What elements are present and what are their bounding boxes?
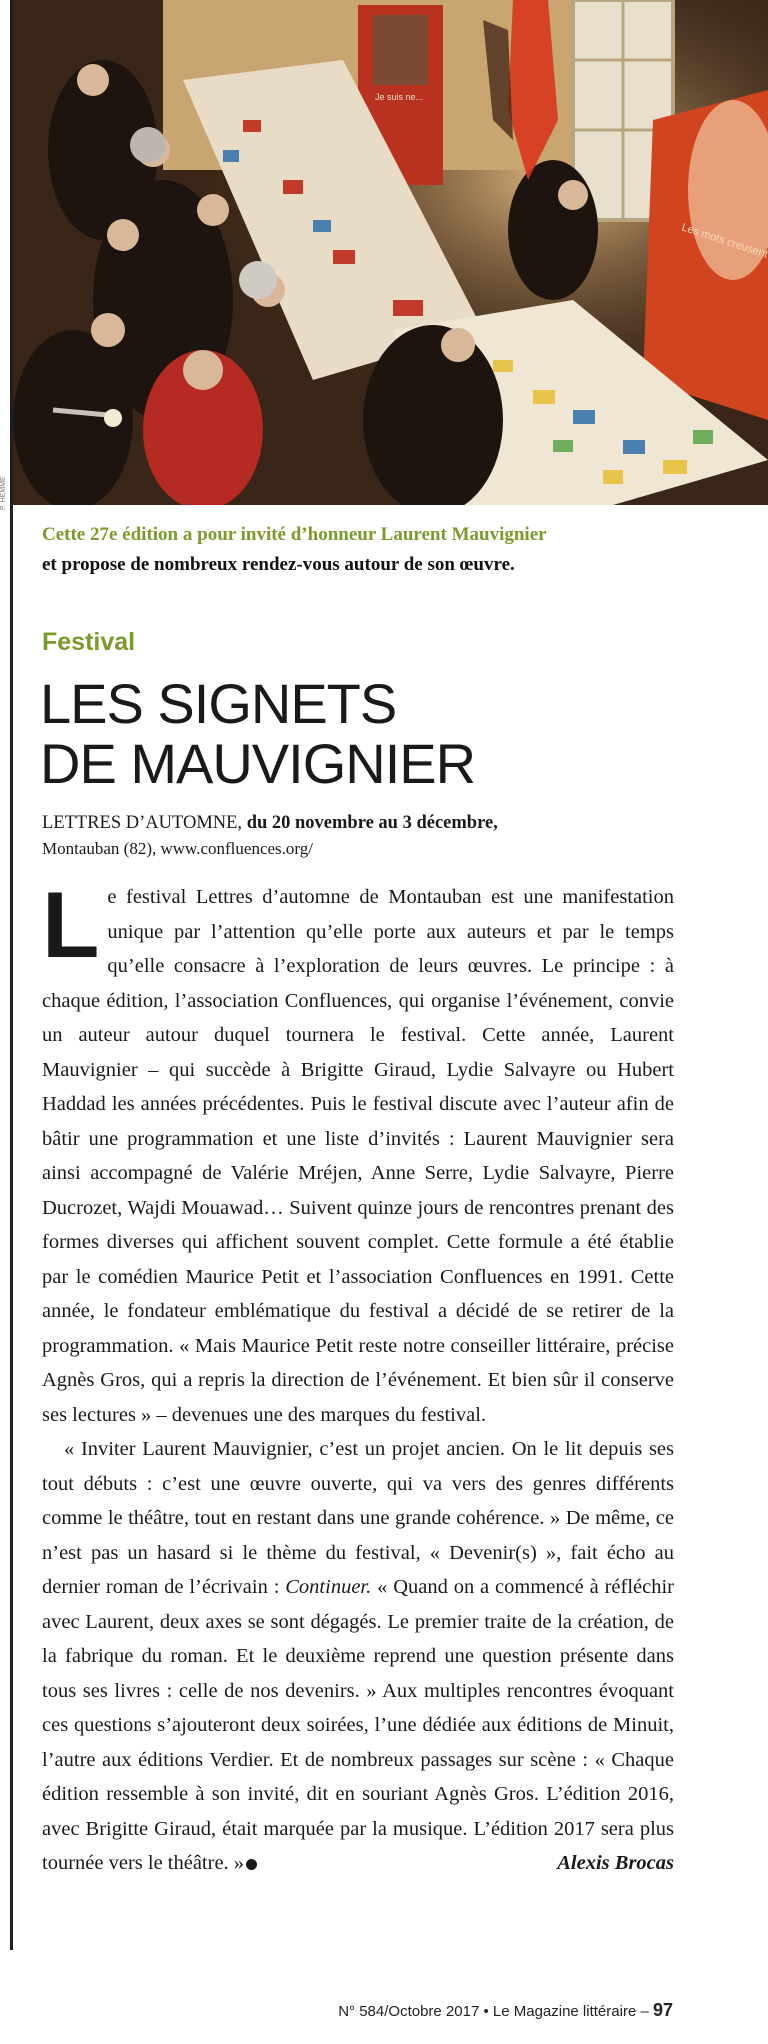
caption-line-1: Cette 27e édition a pour invité d’honneur Laurent Mauvignier xyxy=(42,524,547,545)
author-signature: Alexis Brocas xyxy=(557,1852,674,1874)
paragraph-1 xyxy=(42,872,674,1432)
sign-text: Les xyxy=(680,221,701,239)
photo-icon xyxy=(13,0,768,505)
article-title xyxy=(40,674,475,794)
drop-cap: L xyxy=(42,872,100,977)
event-info xyxy=(42,810,498,862)
caption-line-2: et propose de nombreux rendez-vous autour de son œuvre. xyxy=(42,554,515,575)
article-body xyxy=(42,872,674,1881)
poster-text: Je suis ne... xyxy=(375,92,424,102)
paragraph-2-text-a: « Inviter Laurent Mauvignier, c’est un projet ancien. On le lit depuis ses tout débuts : c’est une œuvre ouverte, qui va vers des genres différents comme le théâtre, tout en restant dans une grande cohérence. » De même, ce n’est pas un hasard si le thème du festival, « Devenir(s) », fait écho au dernier roman de l’écrivain : xyxy=(42,1438,674,1598)
festival-photo xyxy=(13,0,768,505)
end-bullet-icon xyxy=(246,1859,257,1870)
issue-info: N° 584/Octobre 2017 • Le Magazine littéraire – xyxy=(338,2003,649,2020)
paragraph-1-text: e festival Lettres d’automne de Montauban est une manifestation unique par l’attention qu’elle porte aux auteurs et par le temps qu’elle consacre à l’exploration de leurs œuvres. Le principe : à chaque édition, l’association Confluences, qui organise l’événement, convie un auteur autour duquel tournera le festival. Cette année, Laurent Mauvignier – qui succède à Brigitte Giraud, Lydie Salvayre ou Hubert Haddad les années précédentes. Puis le festival discute avec l’auteur afin de bâtir une programmation et une liste d’invités : Laurent Mauvignier sera ainsi accompagné de Valérie Mréjen, Anne Serre, Lydie Salvayre, Pierre Ducrozet, Wajdi Mouawad… Suivent quinze jours de rencontres prenant des formes diverses qui affichent souvent complet. Cette formule a été établie par le comédien Maurice Petit et l’association Confluences en 1991. Cette année, le fondateur emblématique du festival a décidé de se retirer de la programmation. « Mais Maurice Petit reste notre conseiller littéraire, précise Agnès Gros, qui a repris la direction de l’événement. Et bien sûr il conserve ses lectures » – devenues une des marques du festival. xyxy=(42,886,674,1426)
event-name: LETTRES D’AUTOMNE, xyxy=(42,813,243,833)
event-place: Montauban (82), www.confluences.org/ xyxy=(42,839,313,858)
book-title: Continuer. xyxy=(285,1576,372,1598)
title-line-1: LES SIGNETS xyxy=(40,672,397,735)
title-line-2: DE MAUVIGNIER xyxy=(40,732,476,795)
photo-credit: P. HEMME xyxy=(0,476,7,510)
event-info-line-1 xyxy=(42,810,498,836)
section-rubric: Festival xyxy=(42,628,136,656)
paragraph-2 xyxy=(42,1432,674,1881)
page-footer xyxy=(338,2000,673,2021)
photo-caption xyxy=(42,520,742,580)
page-number: 97 xyxy=(652,2000,673,2020)
event-dates: du 20 novembre au 3 décembre, xyxy=(246,813,498,833)
paragraph-2-text-b: « Quand on a commencé à réfléchir avec Laurent, deux axes se sont dégagés. Le premier traite de la création, de la fabrique du roman. Et le deuxième reprend une question présente dans tous ses livres : celle de nos devenirs. » Aux multiples rencontres évoquant ces questions s’ajouteront deux soirées, l’une dédiée aux éditions de Minuit, l’autre aux éditions Verdier. Et de nombreux passages sur scène : « Chaque édition ressemble à son invité, dit en souriant Agnès Gros. L’édition 2016, avec Brigitte Giraud, était marquée par la musique. L’édition 2017 sera plus tournée vers le théâtre. » xyxy=(42,1576,674,1874)
